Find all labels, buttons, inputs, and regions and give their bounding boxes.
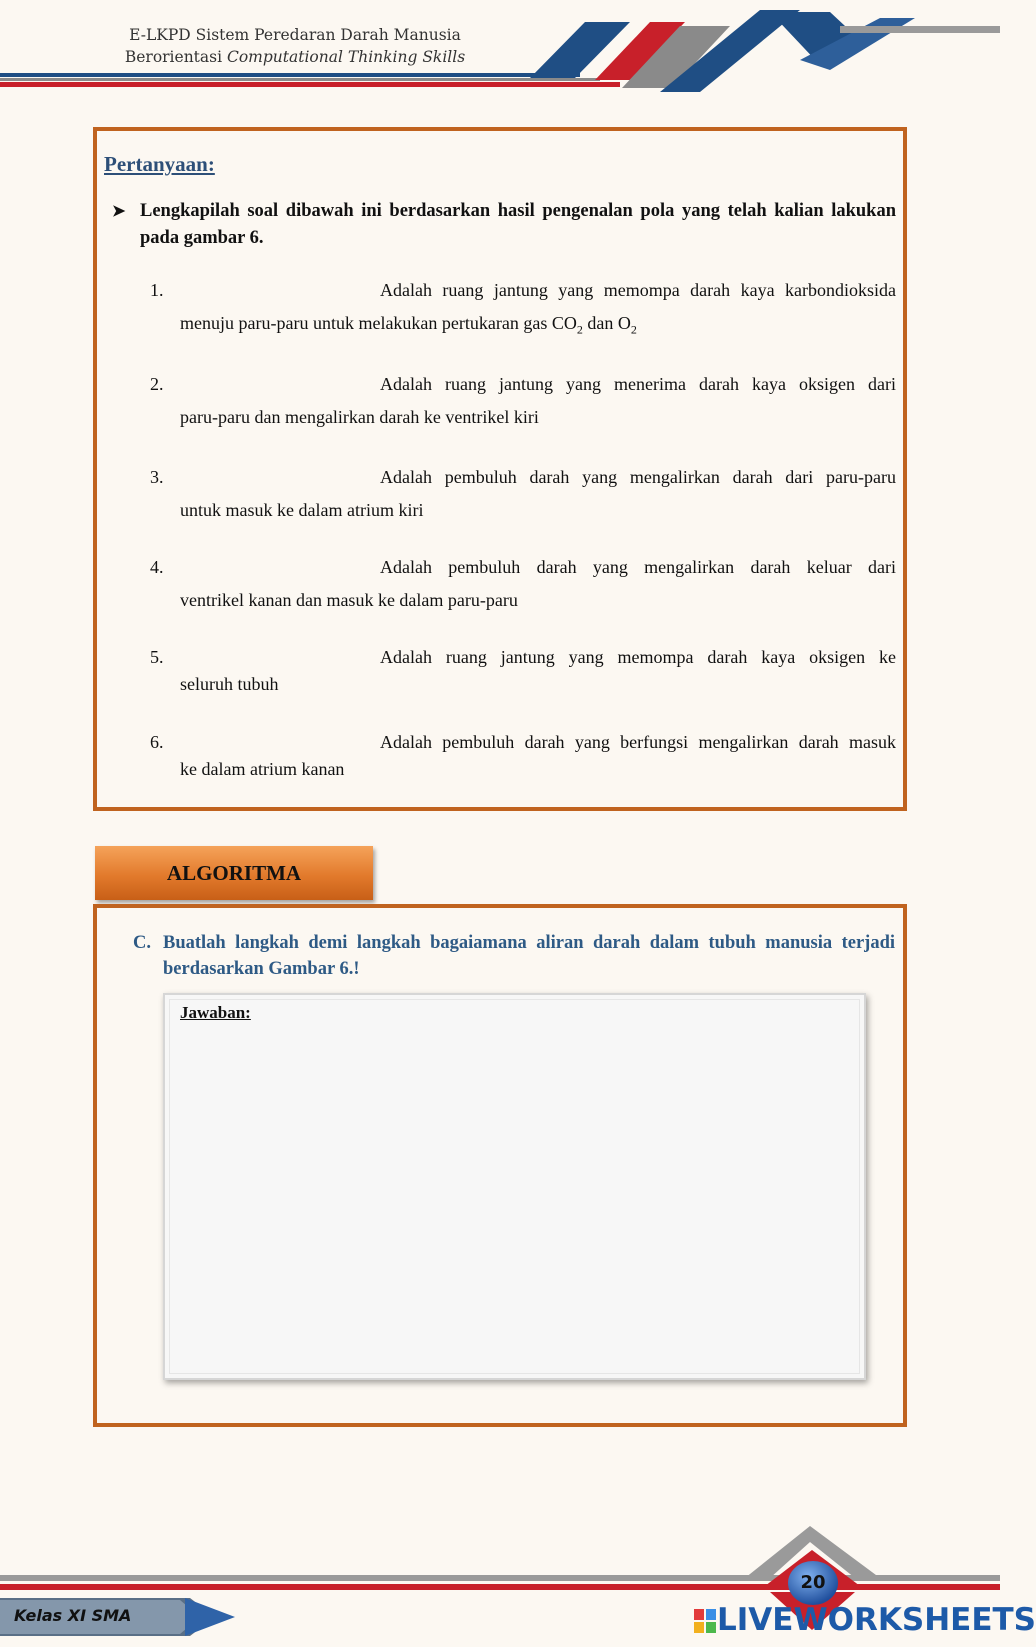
- title-line-1: E-LKPD Sistem Peredaran Darah Manusia: [129, 26, 461, 44]
- item-number: 6.: [150, 732, 164, 752]
- question-item: [150, 644, 896, 698]
- document-title: [100, 24, 490, 68]
- question-item: [150, 277, 896, 344]
- answer-label: Jawaban:: [180, 1003, 251, 1022]
- answer-input-6[interactable]: [180, 731, 389, 755]
- item-line-2: menuju paru-paru untuk melakukan pertukaran gas $CO_2$ dan $O_2$: [180, 313, 637, 337]
- item-number: 3.: [150, 467, 164, 487]
- item-line-2: ventrikel kanan dan masuk ke dalam paru-paru: [180, 590, 518, 610]
- answer-input-2[interactable]: [180, 373, 389, 397]
- brand-wordmark[interactable]: LIVEWORKSHEETS: [717, 1602, 1036, 1638]
- class-label: Kelas XI SMA: [14, 1606, 132, 1625]
- question-text: Buatlah langkah demi langkah bagaiamana aliran darah dalam tubuh manusia terjadi berdasarkan Gambar 6.!: [163, 933, 895, 979]
- instruction-text: Lengkapilah soal dibawah ini berdasarkan hasil pengenalan pola yang telah kalian lakukan pada gambar 6.: [140, 201, 896, 248]
- item-number: 4.: [150, 557, 164, 577]
- item-number: 5.: [150, 647, 164, 667]
- item-line-1: Adalah ruang jantung yang memompa darah kaya oksigen ke: [380, 647, 896, 667]
- question-label: C.: [133, 933, 151, 953]
- item-line-1: Adalah pembuluh darah yang mengalirkan darah dari paru-paru: [380, 467, 896, 487]
- question-item: [150, 371, 896, 431]
- item-line-1: Adalah pembuluh darah yang mengalirkan darah keluar dari: [380, 557, 896, 577]
- answer-input-4[interactable]: [180, 556, 389, 580]
- item-line-2: seluruh tubuh: [180, 674, 279, 694]
- question-item: [150, 729, 896, 783]
- answer-input-3[interactable]: [180, 466, 389, 490]
- question-item: [150, 554, 896, 614]
- algoritma-tab: ALGORITMA: [95, 846, 373, 900]
- answer-textarea[interactable]: [175, 1035, 854, 1369]
- question-item: [150, 464, 896, 524]
- item-number: 1.: [150, 280, 164, 300]
- item-line-2: ke dalam atrium kanan: [180, 759, 345, 779]
- item-number: 2.: [150, 374, 164, 394]
- item-line-1: Adalah pembuluh darah yang berfungsi mengalirkan darah masuk: [380, 732, 896, 752]
- instruction: [112, 198, 896, 252]
- algoritma-question: [133, 930, 895, 982]
- answer-input-5[interactable]: [180, 646, 389, 670]
- question-heading: Pertanyaan:: [104, 152, 215, 176]
- item-line-1: Adalah ruang jantung yang menerima darah kaya oksigen dari: [380, 374, 896, 394]
- answer-input-1[interactable]: [180, 279, 389, 303]
- item-line-2: untuk masuk ke dalam atrium kiri: [180, 500, 424, 520]
- arrow-bullet-icon: ➤: [112, 203, 126, 220]
- answer-panel: [163, 993, 866, 1380]
- title-line-2: Berorientasi Computational Thinking Skills: [124, 48, 466, 66]
- item-line-2: paru-paru dan mengalirkan darah ke ventrikel kiri: [180, 407, 539, 427]
- liveworksheets-logo-icon: [694, 1609, 716, 1633]
- item-line-1: Adalah ruang jantung yang memompa darah kaya karbondioksida: [380, 280, 896, 300]
- page-number: 20: [800, 1572, 826, 1593]
